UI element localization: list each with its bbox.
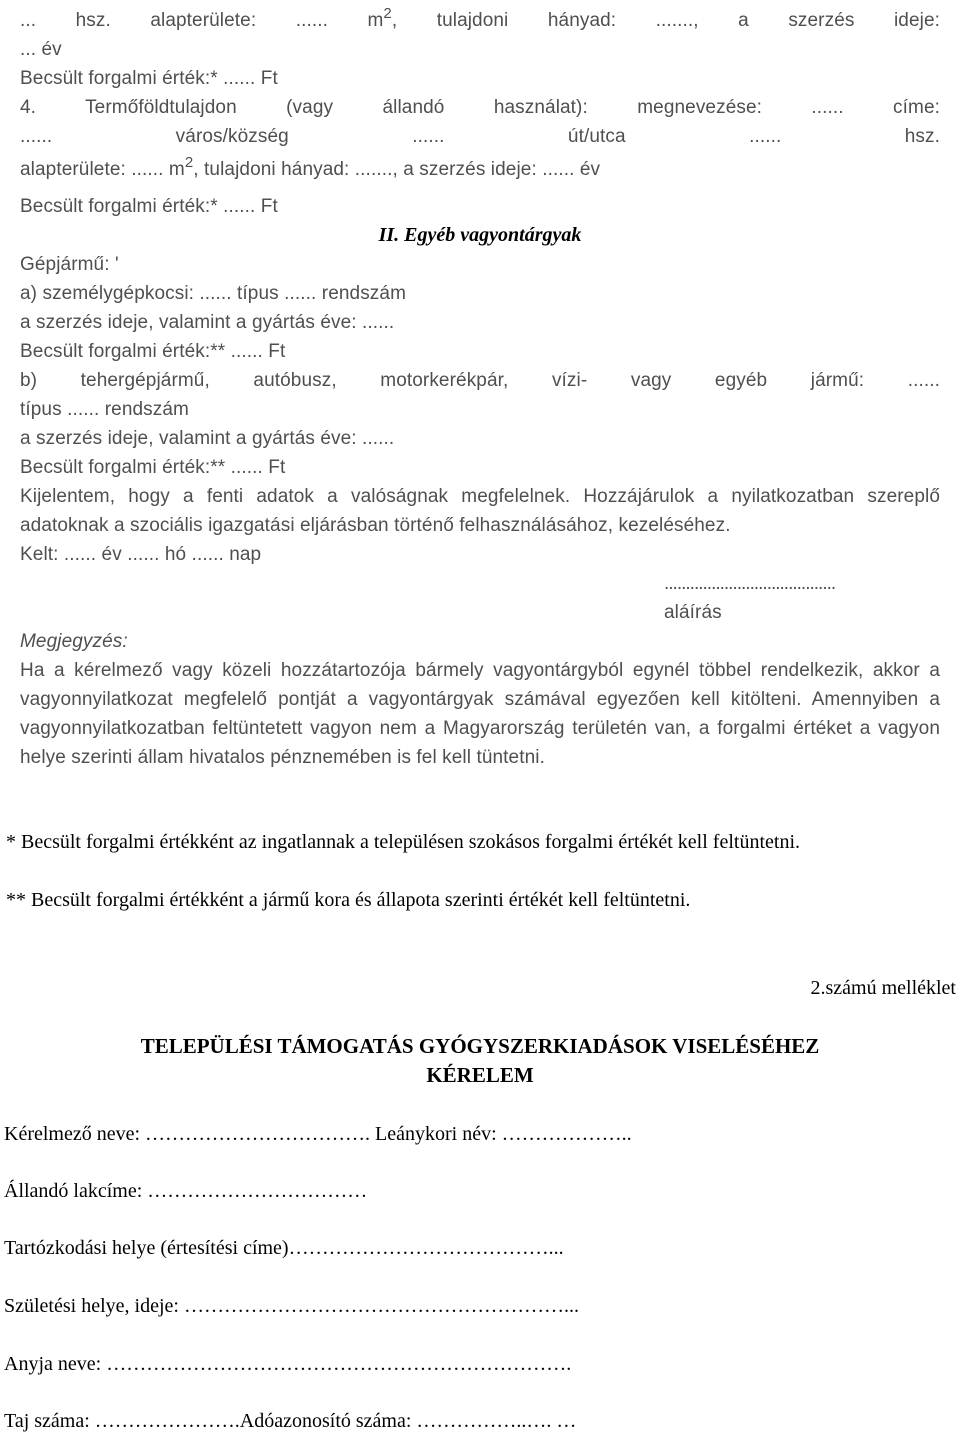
signature-line: ........................................ bbox=[664, 573, 836, 594]
taj-tax-id-field[interactable]: Taj száma: ………………….Adóazonosító száma: ……………..…. … bbox=[4, 1410, 577, 1432]
property-size-text: ... hsz. alapterülete: ...... m bbox=[20, 10, 384, 31]
car-date-line: a szerzés ideje, valamint a gyártás éve: ...... bbox=[20, 312, 395, 333]
farmland-share-text: , tulajdoni hányad: ......., a szerzés ideje: ...... év bbox=[193, 159, 601, 180]
truck-date-line: a szerzés ideje, valamint a gyártás éve: ...... bbox=[20, 428, 395, 449]
acquisition-year-line: ... év bbox=[20, 39, 62, 60]
dated-line: Kelt: ...... év ...... hó ...... nap bbox=[20, 544, 262, 565]
ownership-share-text: , tulajdoni hányad: ......., a szerzés ideje: bbox=[391, 10, 940, 31]
car-value-line: Becsült forgalmi érték:** ...... Ft bbox=[20, 341, 286, 362]
car-line: a) személygépkocsi: ...... típus ...... rendszám bbox=[20, 283, 406, 304]
mother-name-field[interactable]: Anyja neve: ……………………………………………………………. bbox=[4, 1353, 572, 1375]
section-title-other-assets: II. Egyéb vagyontárgyak bbox=[378, 224, 582, 246]
farmland-area-text: alapterülete: ...... m bbox=[20, 159, 185, 180]
declaration-paragraph: Kijelentem, hogy a fenti adatok a valóságnak megfelelnek. Hozzájárulok a nyilatkozatban szereplő adatoknak a szociális igazgatási eljárásban történő felhasználásához, kezeléséhez. bbox=[20, 486, 940, 536]
form-title-line-1: TELEPÜLÉSI TÁMOGATÁS GYÓGYSZERKIADÁSOK VISELÉSÉHEZ bbox=[140, 1034, 820, 1058]
permanent-address-field[interactable]: Állandó lakcíme: …………………………… bbox=[4, 1180, 368, 1202]
birth-place-date-field[interactable]: Születési helye, ideje: …………………………………………………... bbox=[4, 1295, 579, 1317]
applicant-name-field[interactable]: Kérelmező neve: ……………………………. Leánykori név: ……………….. bbox=[4, 1123, 632, 1145]
square-meter-superscript: 2 bbox=[383, 5, 392, 22]
truck-line: b) tehergépjármű, autóbusz, motorkerékpár, vízi- vagy egyéb jármű: ...... bbox=[20, 370, 940, 391]
truck-type-line: típus ...... rendszám bbox=[20, 399, 189, 420]
estimated-value-line-2: Becsült forgalmi érték:* ...... Ft bbox=[20, 196, 278, 217]
farmland-item-line-1: 4. Termőföldtulajdon (vagy állandó használat): megnevezése: ...... címe: bbox=[20, 97, 940, 118]
estimated-value-line-1: Becsült forgalmi érték:* ...... Ft bbox=[20, 68, 278, 89]
square-meter-superscript-2: 2 bbox=[184, 154, 194, 171]
annex-number-label: 2.számú melléklet bbox=[810, 977, 956, 999]
form-title-line-2: KÉRELEM bbox=[426, 1063, 534, 1087]
farmland-item-line-3 bbox=[20, 155, 600, 184]
truck-value-line: Becsült forgalmi érték:** ...... Ft bbox=[20, 457, 286, 478]
note-title: Megjegyzés: bbox=[20, 631, 128, 652]
footnote-one-star: * Becsült forgalmi értékként az ingatlannak a településen szokásos forgalmi értékét kell feltüntetni. bbox=[6, 831, 800, 853]
footnote-two-star: ** Becsült forgalmi értékként a jármű kora és állapota szerinti értékét kell feltüntetni. bbox=[6, 889, 691, 911]
vehicle-heading: Gépjármű: ' bbox=[20, 254, 119, 275]
residence-address-field[interactable]: Tartózkodási helye (értesítési címe)…………………………………... bbox=[4, 1237, 564, 1259]
signature-label: aláírás bbox=[664, 602, 722, 623]
farmland-item-line-2: ...... város/község ...... út/utca ...... hsz. bbox=[20, 126, 940, 147]
note-paragraph: Ha a kérelmező vagy közeli hozzátartozója bármely vagyontárgyból egynél többel rendelkezik, akkor a vagyonnyilatkozat megfelelő pontját a vagyontárgyak számával egyezően kell kitölteni. Amennyiben a vagyonnyilatkozatban feltüntetett vagyon nem a Magyarország területén van, a forgalmi értéket a vagyon helye szerinti állam hivatalos pénznemében is fel kell tüntetni. bbox=[20, 660, 940, 768]
property-size-line bbox=[20, 6, 940, 35]
